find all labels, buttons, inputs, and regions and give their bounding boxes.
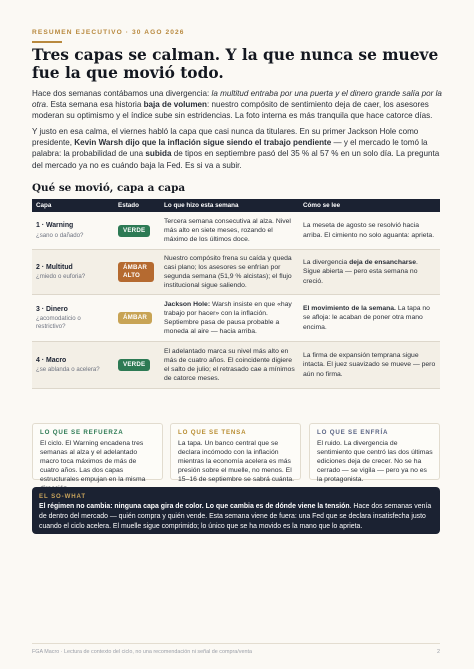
page-number: 2 (437, 649, 440, 655)
footer-divider (32, 643, 440, 644)
header-estado: Estado (114, 199, 160, 212)
card-body: El ciclo. El Warning encadena tres semanas al alza y el adelantado macro toca máximos de más de cuatro años. Las dos capas estructurales empujan en la misma (40, 440, 146, 484)
intro-paragraph-1: Hace dos semanas contábamos una divergencia: la multitud entraba por una puerta y el dinero grande salía por la otra. Esta semana esa historia baja de volumen: nuestro compósito de sentimiento deja de caer, los asesores moderan su optimismo y el índice sube sin estridencias. La foto interna es más tranquila que hace catorce días. (32, 89, 442, 121)
capa-cell (32, 342, 114, 389)
capa-question: ¿sano o dañado? (36, 231, 84, 239)
capa-question: ¿acomodaticio o restrictivo? (36, 315, 81, 331)
so-what-box (32, 487, 440, 534)
eyebrow-rule (32, 41, 62, 43)
estado-cell (114, 250, 160, 295)
capa-name: 3 · Dinero (36, 305, 68, 313)
card-body: El ruido. La divergencia de sentimiento que centró las dos últimas ediciones deja de crecer. No se ha cerrado — se vigila — pero ya no es la protagonista. (317, 440, 433, 484)
card-heading: LO QUE SE REFUERZA (40, 429, 124, 436)
so-what-heading: EL SO-WHAT (39, 493, 87, 500)
table-row (32, 212, 440, 250)
capa-question: ¿miedo o euforia? (36, 273, 86, 281)
table-row (32, 342, 440, 389)
card-heading: LO QUE SE ENFRÍA (317, 429, 389, 436)
table-header-row (32, 199, 440, 212)
table-title: Qué se movió, capa a capa (32, 182, 186, 194)
capa-name: 2 · Multitud (36, 263, 73, 271)
section-eyebrow: RESUMEN EJECUTIVO · 30 AGO 2026 (32, 29, 185, 36)
estado-cell (114, 212, 160, 250)
lee-cell: La firma de expansión temprana sigue intacta. El juez suavizado se mueve — pero aún no firma. (299, 342, 440, 389)
so-what-body: El régimen no cambia: ninguna capa gira de color. Lo que cambia es de dónde viene la tensión. Hace dos semanas venía de dentro del mercado — quién compra y quién vende. Esta semana viene de fuera: una Fed que se declara insatisfecha justo cuando el ciclo acelera. El muelle sigue comprimido; lo único que se ha movido es la mano que lo aprieta. (39, 503, 432, 530)
lee-cell: La divergencia deja de ensancharse. Sigue abierta — pero esta semana no creció. (299, 250, 440, 295)
lee-cell: La meseta de agosto se resolvió hacia arriba. El cimiento no solo aguanta: aprieta. (299, 212, 440, 250)
card-body: La tapa. Un banco central que se declara incómodo con la inflación mientras la economía acelera es más presión sobre el muelle, no menos. El 15–16 de septiembre se sabrá cuánta. (178, 440, 295, 484)
hizo-cell: Tercera semana consecutiva al alza. Nivel más alto en siete meses, rozando el máximo de los últimos doce. (160, 212, 299, 250)
capa-question: ¿se ablanda o acelera? (36, 366, 100, 374)
capa-cell (32, 250, 114, 295)
table-row (32, 250, 440, 295)
lee-cell: El movimiento de la semana. La tapa no se afloja: le acaban de poner otra mano encima. (299, 295, 440, 342)
hizo-cell: El adelantado marca su nivel más alto en más de cuatro años. El coincidente digiere el salto de julio; el retrasado cae a mínimos de catorce meses. (160, 342, 299, 389)
card-tensa (170, 423, 301, 484)
header-lee: Cómo se lee (299, 199, 440, 212)
header-capa: Capa (32, 199, 114, 212)
hizo-cell: Jackson Hole: Warsh insiste en que «hay trabajo por hacer» con la inflación. Septiembre pasa de pausa probable a moneda al aire — hacia arriba. (160, 295, 299, 342)
layers-table (32, 199, 440, 389)
capa-cell (32, 295, 114, 342)
header-hizo: Lo que hizo esta semana (160, 199, 299, 212)
summary-cards (32, 423, 440, 484)
card-enfria (309, 423, 440, 484)
status-badge: VERDE (118, 359, 150, 371)
capa-name: 1 · Warning (36, 222, 74, 230)
status-badge: VERDE (118, 225, 150, 237)
table-row (32, 295, 440, 342)
status-badge: ÁMBAR ALTO (118, 262, 154, 282)
capa-name: 4 · Macro (36, 356, 67, 364)
hizo-cell: Nuestro compósito frena su caída y queda casi plano; los asesores se enfrían por segunda semana (51,9 % alcistas); el flujo institucional sigue saliendo. (160, 250, 299, 295)
card-heading: LO QUE SE TENSA (178, 429, 247, 436)
estado-cell (114, 342, 160, 389)
page-title: Tres capas se calman. Y la que nunca se mueve fue la que movió todo. (32, 46, 439, 82)
capa-cell (32, 212, 114, 250)
card-refuerza (32, 423, 163, 484)
intro-paragraph-2: Y justo en esa calma, el viernes habló la capa que casi nunca da titulares. En su primer Jackson Hole como presidente, Kevin Warsh dijo que la inflación sigue siendo el trabajo pendiente — y el mercado le tomó la palabra: la probabilidad de una subida de tipos en septiembre pasó del 35 % al 57 % en un solo día. La pregunta del mercado ya no es cuándo baja la Fed. Es si va a subir. (32, 127, 440, 170)
estado-cell (114, 295, 160, 342)
status-badge: ÁMBAR (118, 312, 152, 324)
footer-text: FGA Macro · Lectura de contexto del ciclo, no una recomendación ni señal de compra/venta (32, 649, 252, 655)
